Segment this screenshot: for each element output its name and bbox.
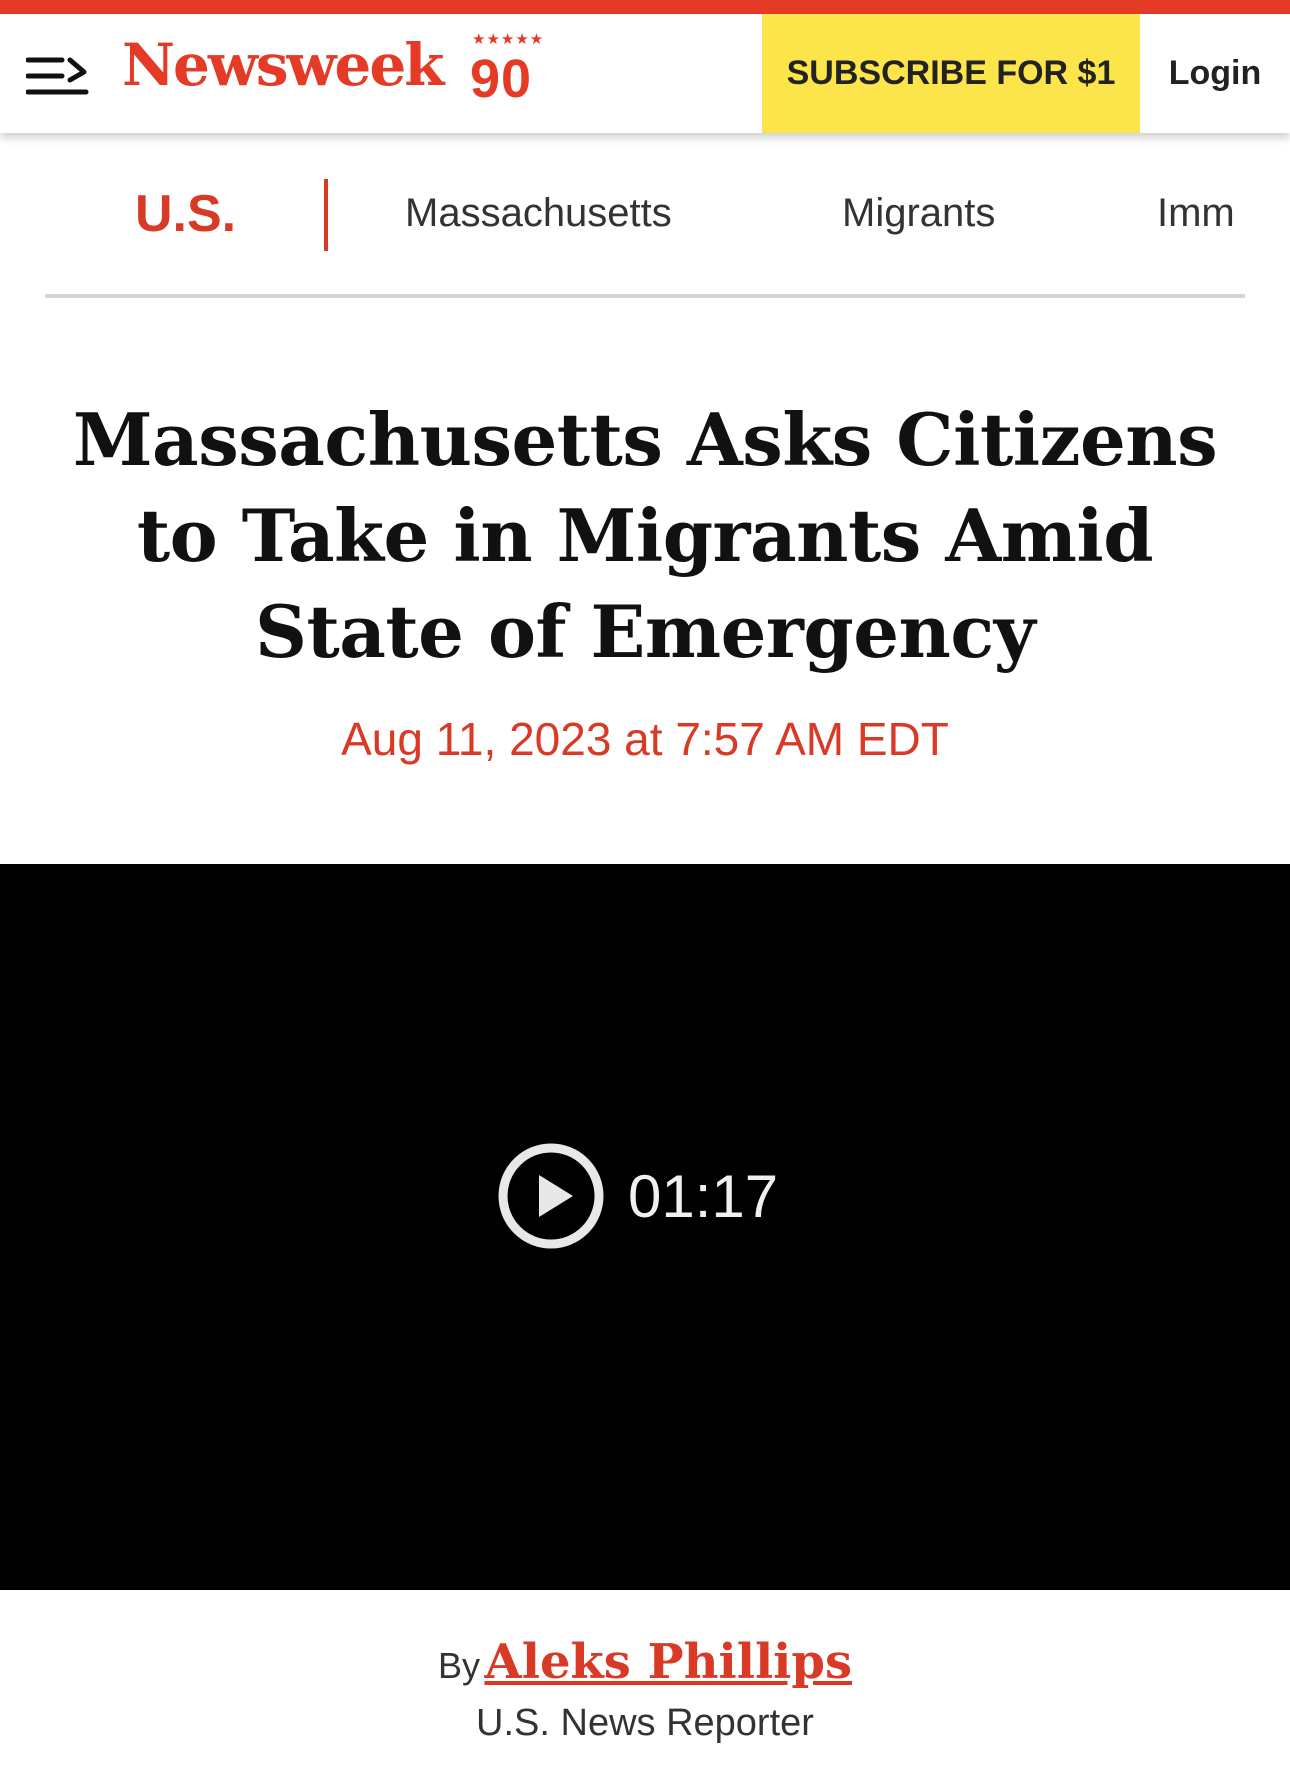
video-duration: 01:17 <box>628 1163 779 1230</box>
site-header <box>0 14 1290 133</box>
top-accent-bar <box>0 0 1290 14</box>
nav-divider-line <box>45 294 1245 298</box>
menu-icon[interactable] <box>26 50 96 102</box>
subscribe-button[interactable]: SUBSCRIBE FOR $1 <box>762 14 1140 133</box>
author-link[interactable]: Aleks Phillips <box>484 1634 852 1690</box>
topic-nav <box>0 133 1290 298</box>
anniversary-badge <box>468 31 545 112</box>
article-date: Aug 11, 2023 at 7:57 AM EDT <box>341 713 949 765</box>
article-headline: Massachusetts Asks Citizens to Take in Migrants Amid State of Emergency <box>72 397 1218 674</box>
nav-topic-massachusetts[interactable]: Massachusetts <box>405 191 672 235</box>
author-role: U.S. News Reporter <box>476 1702 814 1744</box>
byline-prefix: By <box>438 1645 481 1686</box>
login-button[interactable]: Login <box>1168 54 1262 92</box>
nav-section-us[interactable]: U.S. <box>135 185 237 243</box>
byline <box>0 1634 1290 1690</box>
nav-topic-migrants[interactable]: Migrants <box>842 191 996 235</box>
newsweek-logo[interactable]: Newsweek <box>122 31 443 99</box>
anniversary-number: 90 <box>470 49 533 109</box>
stars-icon: ★★★★★ <box>472 31 545 48</box>
nav-topic-immigration[interactable]: Imm <box>1157 191 1235 235</box>
nav-divider <box>324 179 328 251</box>
play-circle-icon[interactable] <box>497 1142 605 1250</box>
